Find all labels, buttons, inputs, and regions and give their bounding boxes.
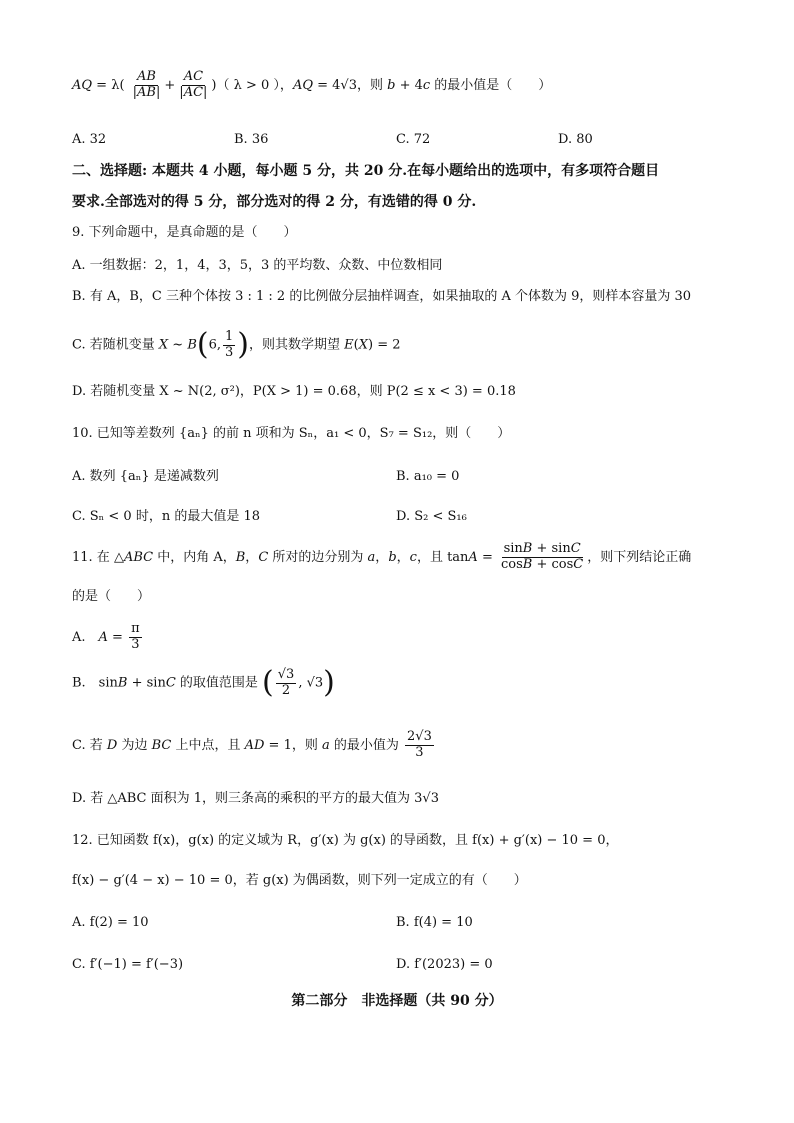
- q8-option-a[interactable]: A. 32: [72, 132, 107, 147]
- q11-option-a[interactable]: A. A = $\frac{\pi}{3}$: [72, 621, 140, 652]
- q12-option-c[interactable]: C. f′(−1) = f′(−3): [72, 957, 184, 972]
- q11-stem-cont: 的是（ ）: [72, 589, 151, 604]
- q8-option-b[interactable]: B. 36: [234, 132, 269, 147]
- section2-heading-line1: 二、选择题: 本题共 4 小题，每小题 5 分，共 20 分.在每小题给出的选项中，有多项符合题目: [72, 163, 660, 179]
- q9-option-c[interactable]: C. 若随机变量 X ~ B(6, $\frac{1}{3}$ )，则其数学期望 E(X) = 2: [72, 327, 401, 362]
- q12-option-b[interactable]: B. f(4) = 10: [396, 915, 473, 930]
- q11-option-c[interactable]: C. 若 D 为边 BC 上中点，且 AD = 1，则 a 的最小值为 $\frac{2√3}{3}$: [72, 729, 432, 760]
- fraction-tan: $\frac{\sin B + \sin C}{\cos B + \cos C}$: [500, 541, 584, 572]
- q10-option-b[interactable]: B. a₁₀ = 0: [396, 469, 460, 484]
- section2-heading-line2: 要求.全部选对的得 5 分，部分选对的得 2 分，有选错的得 0 分.: [72, 194, 477, 210]
- q12-option-d[interactable]: D. f′(2023) = 0: [396, 957, 493, 972]
- q11-option-b[interactable]: B. sinB + sinC 的取值范围是 ( $\frac{√3}{2}$ , √3): [72, 665, 335, 700]
- q12-stem-cont: f(x) − g′(4 − x) − 10 = 0，若 g(x) 为偶函数，则下列一定成立的有（ ）: [72, 873, 527, 888]
- q12-option-a[interactable]: A. f(2) = 10: [72, 915, 149, 930]
- q9-option-d[interactable]: D. 若随机变量 X ~ N(2, σ²)，P(X > 1) = 0.68，则 P(2 ≤ x < 3) = 0.18: [72, 384, 516, 399]
- fraction-ab: $\frac{AB}{|AB|}$: [132, 69, 161, 100]
- fraction-ac: $\frac{AC}{|AC|}$: [179, 69, 208, 100]
- q9-option-a[interactable]: A. 一组数据：2，1，4，3，5，3 的平均数、众数、中位数相同: [72, 258, 443, 273]
- q10-stem: 10. 已知等差数列 {aₙ} 的前 n 项和为 Sₙ，a₁ < 0，S₇ = S₁₂，则（ ）: [72, 426, 511, 441]
- q8-option-c[interactable]: C. 72: [396, 132, 431, 147]
- q10-option-c[interactable]: C. Sₙ < 0 时，n 的最大值是 18: [72, 509, 261, 524]
- q10-option-a[interactable]: A. 数列 {aₙ} 是递减数列: [72, 469, 219, 484]
- q12-stem: 12. 已知函数 f(x)，g(x) 的定义域为 R，g′(x) 为 g(x) 的导函数，且 f(x) + g′(x) − 10 = 0，: [72, 833, 619, 848]
- q10-option-d[interactable]: D. S₂ < S₁₆: [396, 509, 467, 524]
- part2-heading: 第二部分 非选择题（共 90 分）: [291, 993, 503, 1009]
- q11-stem: 11. 在 △ABC 中，内角 A，B，C 所对的边分别为 a，b，c，且 tanA = $\frac{\sin B + \sin C}{\cos B + \cos C}$ ，则下列结论正确: [72, 541, 692, 572]
- q8-option-d[interactable]: D. 80: [558, 132, 593, 147]
- q11-option-d[interactable]: D. 若 △ABC 面积为 1，则三条高的乘积的平方的最大值为 3√3: [72, 791, 439, 806]
- q9-option-b[interactable]: B. 有 A，B，C 三种个体按 3 : 1 : 2 的比例做分层抽样调查，如果抽取的 A 个体数为 9，则样本容量为 30: [72, 289, 692, 304]
- q8-stem: AQ = λ( $\frac{AB}{|AB|}$ + $\frac{AC}{|AC|}$ )（ λ > 0 ），AQ = 4√3，则 b + 4c 的最小值是（ ）: [72, 69, 552, 100]
- q9-stem: 9. 下列命题中，是真命题的是（ ）: [72, 225, 297, 240]
